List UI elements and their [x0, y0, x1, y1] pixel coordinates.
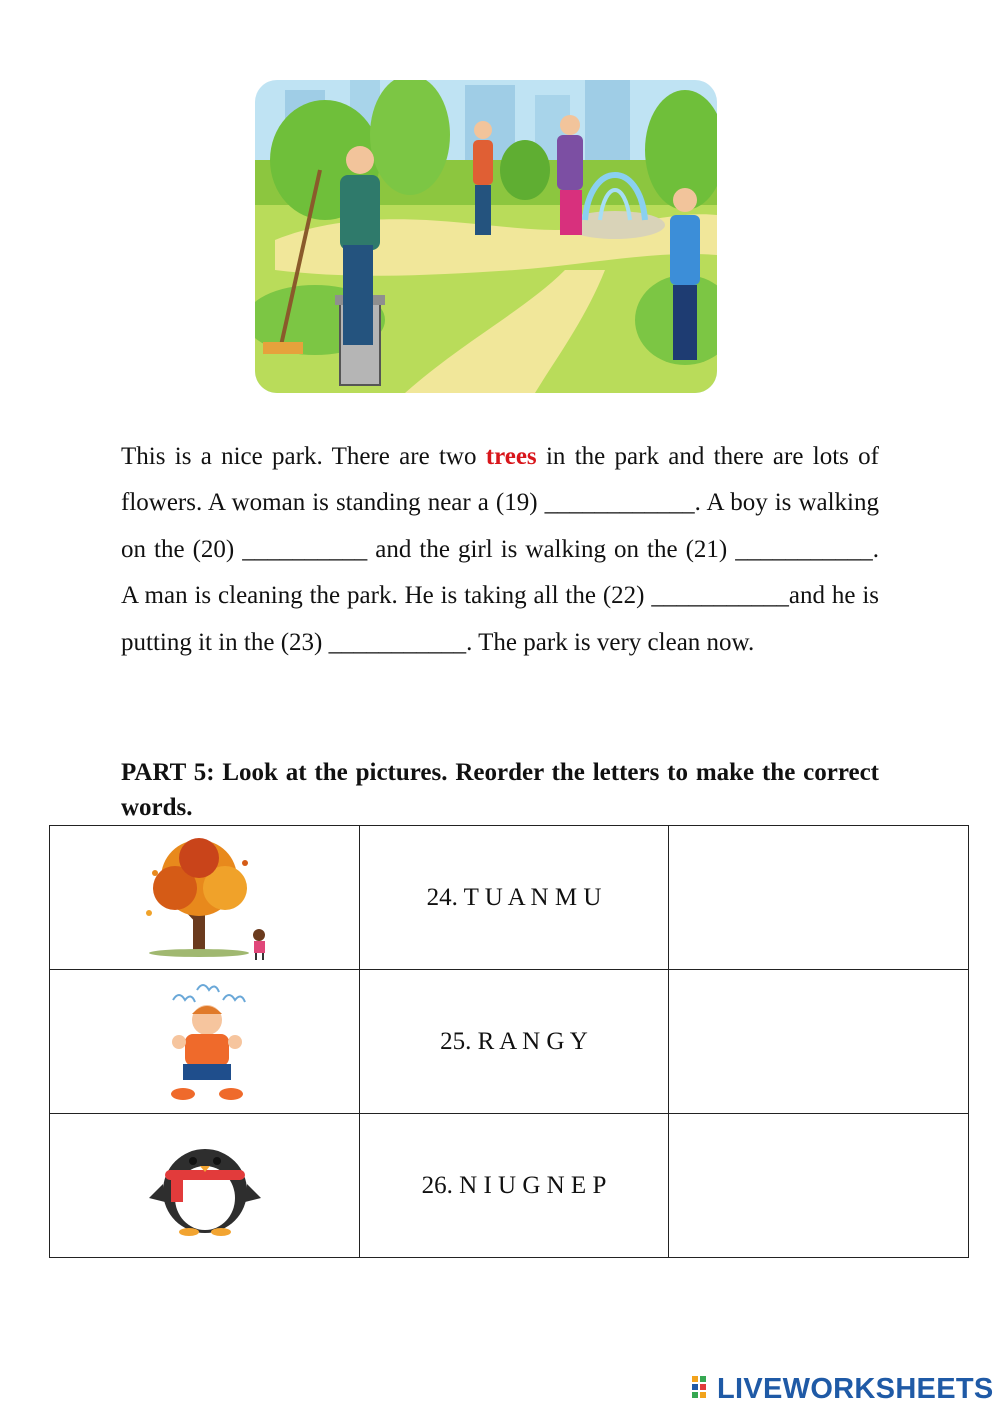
passage-text-rest: in the park and there are lots of flowers. A woman is standing near a (19) ____________. A boy is walking on the (20) __________ and the girl is walking on the (21) ___________. A man is cleaning the park. He is taking all the (22) ___________and he is putting it in the (23) ___________. The park is very clean now.	[121, 443, 879, 656]
autumn-tree-icon	[135, 833, 275, 963]
liveworksheets-logo	[692, 1373, 994, 1405]
word-reorder-table	[49, 825, 969, 1258]
answer-cell-24[interactable]	[669, 826, 969, 970]
brand-name: LIVEWORKSHEETS	[717, 1372, 994, 1405]
table-row	[50, 1114, 969, 1258]
penguin-icon	[145, 1136, 265, 1236]
reading-passage	[121, 434, 879, 666]
scrambled-word-26: 26. N I U G N E P	[360, 1114, 669, 1258]
answer-cell-26[interactable]	[669, 1114, 969, 1258]
table-row	[50, 970, 969, 1114]
passage-text-start: This is a nice park. There are two	[121, 443, 486, 470]
answer-cell-25[interactable]	[669, 970, 969, 1114]
scrambled-word-25: 25. R A N G Y	[360, 970, 669, 1114]
logo-grid-icon	[692, 1376, 714, 1402]
scrambled-word-24: 24. T U A N M U	[360, 826, 669, 970]
angry-boy-icon	[155, 982, 255, 1102]
highlighted-word: trees	[485, 443, 537, 470]
park-illustration	[255, 80, 717, 393]
picture-cell	[50, 1114, 360, 1258]
part-5-heading: PART 5: Look at the pictures. Reorder the letters to make the correct words.	[121, 759, 879, 821]
picture-cell	[50, 970, 360, 1114]
table-row	[50, 826, 969, 970]
picture-cell	[50, 826, 360, 970]
